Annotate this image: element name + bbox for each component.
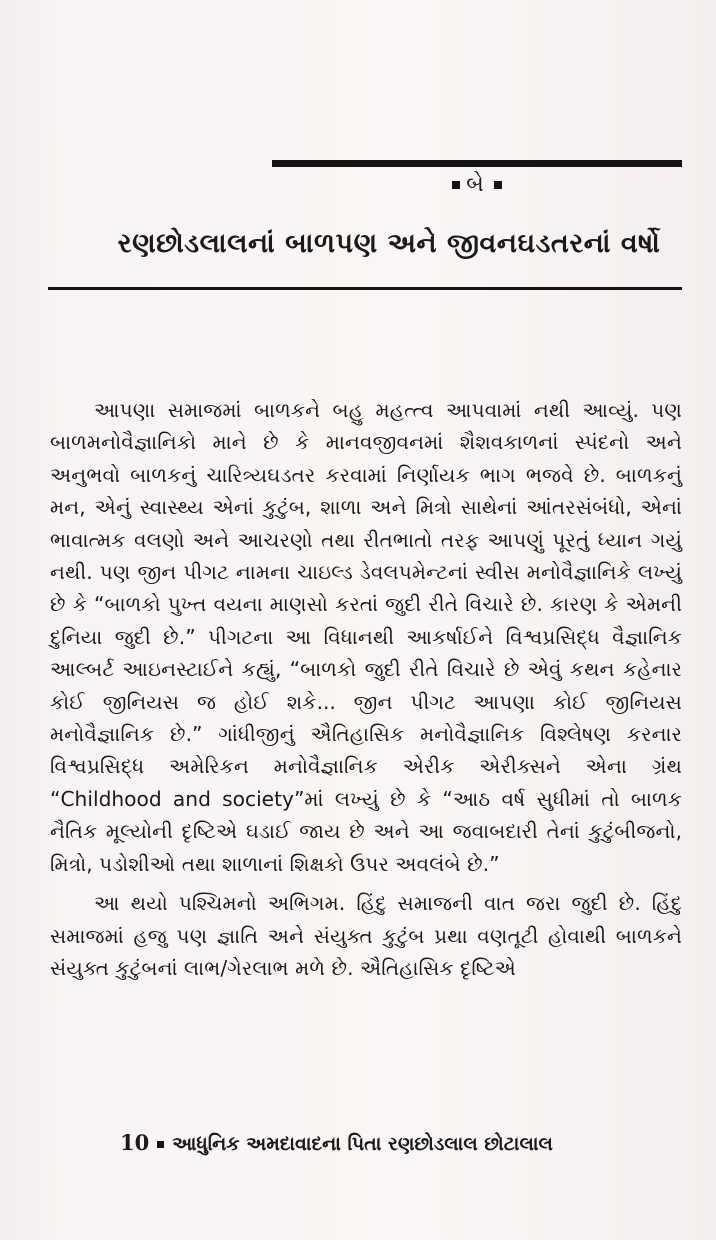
paragraph-1: આપણા સમાજમાં બાળકને બહુ મહત્ત્વ આપવામાં નથી આવ્યું. પણ બાળમનોવૈજ્ઞાનિકો માને છે કે માનવજીવનમાં શૈશવકાળનાં સ્પંદનો અને અનુભવો બાળકનું ચારિત્ર્યઘડતર કરવામાં નિર્ણાયક ભાગ ભજવે છે. બાળકનું મન, એનું સ્વાસ્થ્ય એનાં કુટુંબ, શાળા અને મિત્રો સાથેનાં આંતરસંબંધો, એનાં ભાવાત્મક વલણો અને આચરણો તથા રીતભાતો તરફ આપણું પૂરતું ધ્યાન ગયું નથી. પણ જીન પીગટ નામના ચાઇલ્ડ ડેવલપમેન્ટનાં સ્વીસ મનોવૈજ્ઞાનિકે લખ્યું છે કે “બાળકો પુખ્ત વયના માણસો કરતાં જુદી રીતે વિચારે છે. કારણ કે એમની દુનિયા જુદી છે.” પીગટના આ વિધાનથી આકર્ષાઈને વિશ્વપ્રસિદ્ધ વૈજ્ઞાનિક આલ્બર્ટ આઇનસ્ટાઈને કહ્યું, “બાળકો જુદી રીતે વિચારે છે એવું કથન કહેનાર કોઈ જીનિયસ જ હોઈ શકે... જીન પીગટ આપણા કોઈ જીનિયસ મનોવૈજ્ઞાનિક છે.” ગાંધીજીનું ઐતિહાસિક મનોવૈજ્ઞાનિક વિશ્લેષણ કરનાર વિશ્વપ્રસિદ્ધ અમેરિકન મનોવૈજ્ઞાનિક એરીક એરીક્સને એના ગ્રંથ “Childhood and society”માં લખ્યું છે કે “આઠ વર્ષ સુધીમાં તો બાળક નૈતિક મૂલ્યોની દૃષ્ટિએ ઘડાઈ જાય છે અને આ જવાબદારી તેનાં કુટુંબીજનો, મિત્રો, પડોશીઓ તથા શાળાનાં શિક્ષકો ઉપર અવલંબે છે.” (50, 398, 682, 876)
chapter-top-rule (272, 160, 682, 167)
chapter-title: રણછોડલાલનાં બાળપણ અને જીવનઘડતરનાં વર્ષો (117, 228, 661, 259)
chapter-number (272, 172, 682, 197)
square-bullet-icon (157, 1141, 164, 1148)
chapter-number-label: બે (466, 172, 488, 197)
square-bullet-icon (452, 181, 460, 189)
running-footer (120, 1130, 680, 1155)
page-number: 10 (120, 1130, 150, 1155)
chapter-bottom-rule (48, 287, 682, 290)
running-title: આધુનિક અમદાવાદના પિતા રણછોડલાલ છોટાલાલ (172, 1133, 553, 1155)
square-bullet-icon (494, 181, 502, 189)
paragraph-2: આ થયો પશ્ચિમનો અભિગમ. હિંદુ સમાજની વાત જરા જુદી છે. હિંદુ સમાજમાં હજુ પણ જ્ઞાતિ અને સંયુક્ત કુટુંબ પ્રથા વણતૂટી હોવાથી બાળકને સંયુક્ત કુટુંબનાં લાભ/ગેરલાભ મળે છે. ઐતિહાસિક દૃષ્ટિએ (50, 891, 682, 980)
body-text (50, 394, 682, 984)
